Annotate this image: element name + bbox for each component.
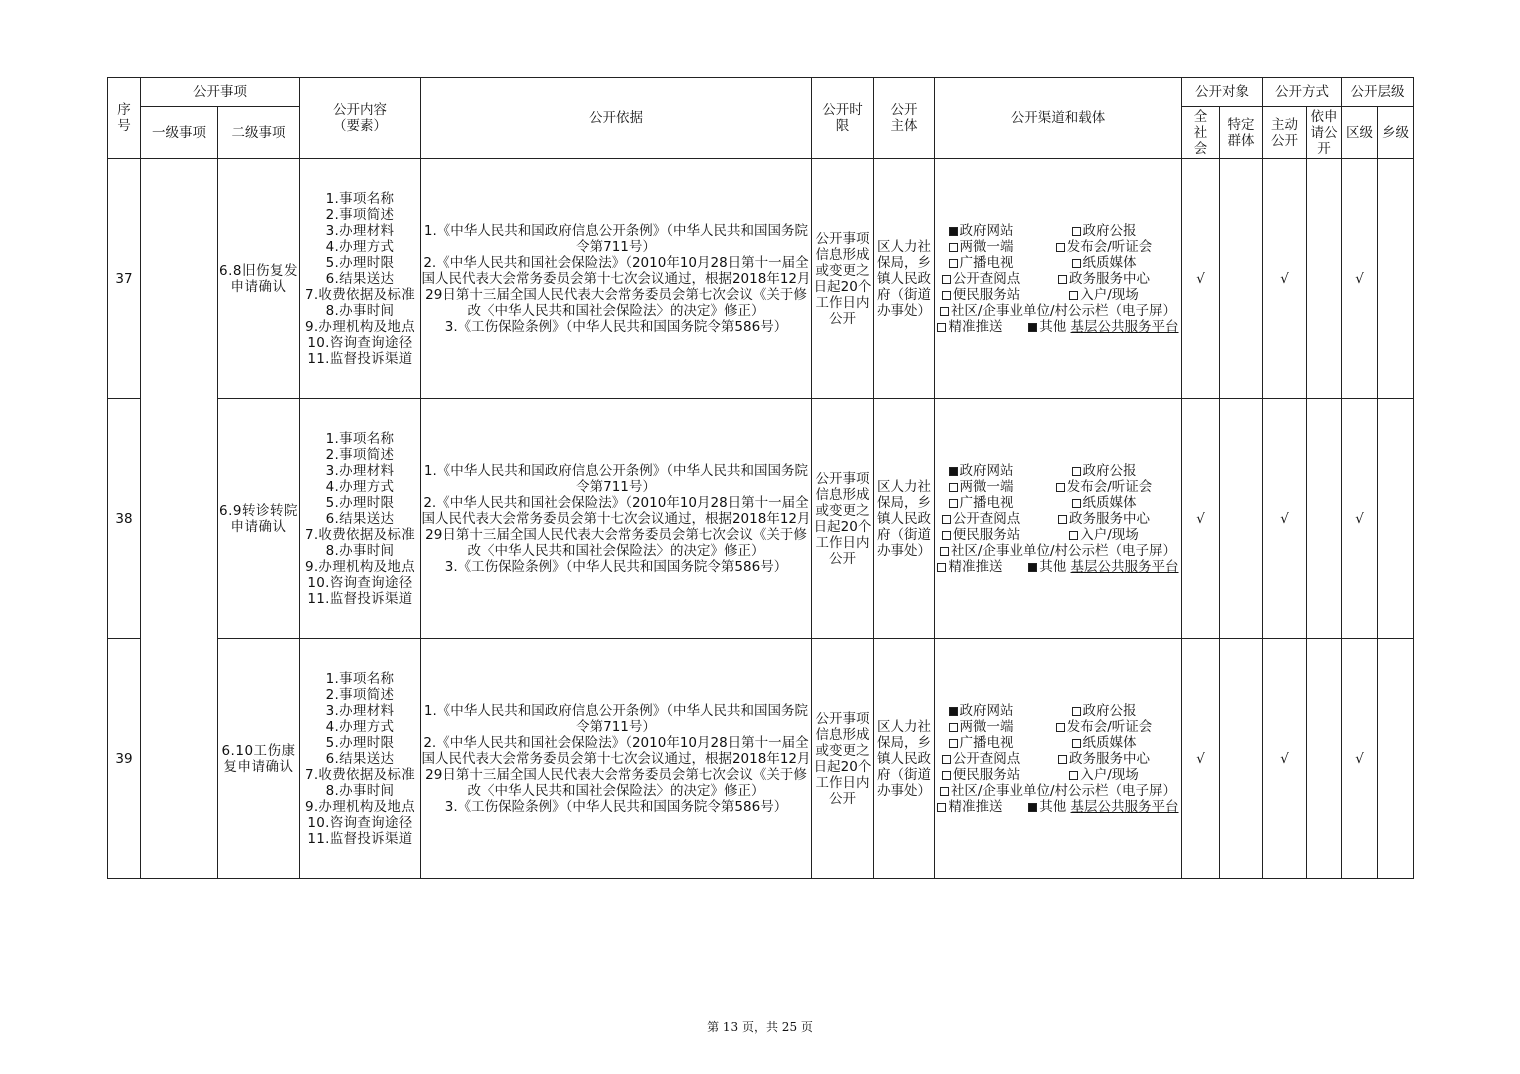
row-seq: 39 — [108, 639, 141, 879]
channel-gov-website: 政府网站 — [935, 223, 1027, 239]
channel-convenience-station: 便民服务站 — [935, 527, 1027, 543]
channel-gov-website: 政府网站 — [935, 463, 1027, 479]
row-legal-basis: 1.《中华人民共和国政府信息公开条例》（中华人民共和国国务院令第711号） 2.《中华人民共和国社会保险法》（2010年10月28日第十一届全国人民代表大会常务委员会第十七次会议通过，根据2018年12月29日第十三届全国人民代表大会常务委员会第七次会议《关于修改〈中华人民共和国社会保险法〉的决定》修正） 3.《工伤保险条例》（中华人民共和国国务院令第586号） — [421, 399, 812, 639]
channel-two-micro: 两微一端 — [935, 239, 1027, 255]
row-time-limit: 公开事项信息形成或变更之日起20个工作日内公开 — [812, 159, 874, 399]
row-level2-item: 6.8旧伤复发申请确认 — [218, 159, 300, 399]
row-content-elements: 1.事项名称 2.事项简述 3.办理材料 4.办理方式 5.办理时限 6.结果送达 7.收费依据及标准 8.办事时间 9.办理机构及地点 10.咨询查询途径 11.监督投诉渠道 — [300, 399, 421, 639]
channel-radio-tv: 广播电视 — [935, 255, 1027, 271]
row-level-town-check — [1378, 639, 1414, 879]
row-channels — [935, 399, 1182, 639]
checkbox-checked-icon — [1028, 803, 1037, 812]
checkbox-empty-icon — [1056, 723, 1065, 732]
header-seq: 序号 — [108, 78, 141, 159]
header-level: 公开层级 — [1342, 78, 1414, 107]
channel-gov-gazette: 政府公报 — [1027, 703, 1181, 719]
row-legal-basis: 1.《中华人民共和国政府信息公开条例》（中华人民共和国国务院令第711号） 2.《中华人民共和国社会保险法》（2010年10月28日第十一届全国人民代表大会常务委员会第十七次会议通过，根据2018年12月29日第十三届全国人民代表大会常务委员会第七次会议《关于修改〈中华人民共和国社会保险法〉的决定》修正） 3.《工伤保险条例》（中华人民共和国国务院令第586号） — [421, 159, 812, 399]
table-row — [108, 639, 1414, 879]
checkbox-empty-icon — [940, 307, 949, 316]
channel-precise-push-and-other: 精准推送 其他 基层公共服务平台 — [935, 559, 1181, 575]
checkbox-empty-icon — [1072, 499, 1081, 508]
row-method-request-check — [1307, 399, 1342, 639]
channel-bulletin-board: 社区/企事业单位/村公示栏（电子屏） — [935, 783, 1181, 799]
checkbox-empty-icon — [942, 771, 951, 780]
channel-radio-tv: 广播电视 — [935, 735, 1027, 751]
channel-convenience-station: 便民服务站 — [935, 767, 1027, 783]
channel-gov-gazette: 政府公报 — [1027, 463, 1181, 479]
checkbox-empty-icon — [1058, 755, 1067, 764]
row-method-active-check: √ — [1263, 399, 1307, 639]
channel-press-conference: 发布会/听证会 — [1027, 239, 1181, 255]
channel-service-center: 政务服务中心 — [1027, 511, 1181, 527]
row-channels — [935, 159, 1182, 399]
checkbox-empty-icon — [949, 243, 958, 252]
checkbox-empty-icon — [1072, 739, 1081, 748]
checkbox-empty-icon — [942, 515, 951, 524]
channel-reading-point: 公开查阅点 — [935, 271, 1027, 287]
channel-service-center: 政务服务中心 — [1027, 751, 1181, 767]
row-level2-item: 6.10工伤康复申请确认 — [218, 639, 300, 879]
header-basis: 公开依据 — [421, 78, 812, 159]
channel-precise-push-and-other: 精准推送 其他 基层公共服务平台 — [935, 319, 1181, 335]
header-method: 公开方式 — [1263, 78, 1342, 107]
row-time-limit: 公开事项信息形成或变更之日起20个工作日内公开 — [812, 639, 874, 879]
row-level-town-check — [1378, 159, 1414, 399]
header-target-specific: 特定群体 — [1220, 107, 1263, 159]
channel-press-conference: 发布会/听证会 — [1027, 479, 1181, 495]
row-time-limit: 公开事项信息形成或变更之日起20个工作日内公开 — [812, 399, 874, 639]
checkbox-checked-icon — [949, 707, 958, 716]
header-public-item: 公开事项 — [141, 78, 300, 107]
channel-service-center: 政务服务中心 — [1027, 271, 1181, 287]
checkbox-empty-icon — [940, 547, 949, 556]
checkbox-checked-icon — [949, 467, 958, 476]
channel-print-media: 纸质媒体 — [1027, 255, 1181, 271]
table-body — [108, 159, 1414, 879]
checkbox-empty-icon — [1056, 483, 1065, 492]
channel-other-value: 基层公共服务平台 — [1070, 798, 1179, 815]
checkbox-empty-icon — [1072, 227, 1081, 236]
row-subject: 区人力社保局，乡镇人民政府（街道办事处） — [874, 159, 935, 399]
row-level1-cell — [141, 159, 218, 879]
row-subject: 区人力社保局，乡镇人民政府（街道办事处） — [874, 399, 935, 639]
row-content-elements: 1.事项名称 2.事项简述 3.办理材料 4.办理方式 5.办理时限 6.结果送达 7.收费依据及标准 8.办事时间 9.办理机构及地点 10.咨询查询途径 11.监督投诉渠道 — [300, 639, 421, 879]
channel-reading-point: 公开查阅点 — [935, 751, 1027, 767]
header-level1: 一级事项 — [141, 107, 218, 159]
channel-convenience-station: 便民服务站 — [935, 287, 1027, 303]
checkbox-empty-icon — [949, 723, 958, 732]
channel-reading-point: 公开查阅点 — [935, 511, 1027, 527]
channel-gov-gazette: 政府公报 — [1027, 223, 1181, 239]
channel-door-to-door: 入户/现场 — [1027, 287, 1181, 303]
row-subject: 区人力社保局，乡镇人民政府（街道办事处） — [874, 639, 935, 879]
row-level-district-check: √ — [1342, 399, 1378, 639]
row-level-district-check: √ — [1342, 159, 1378, 399]
channel-radio-tv: 广播电视 — [935, 495, 1027, 511]
channel-two-micro: 两微一端 — [935, 719, 1027, 735]
header-level2: 二级事项 — [218, 107, 300, 159]
row-legal-basis: 1.《中华人民共和国政府信息公开条例》（中华人民共和国国务院令第711号） 2.《中华人民共和国社会保险法》（2010年10月28日第十一届全国人民代表大会常务委员会第十七次会议通过，根据2018年12月29日第十三届全国人民代表大会常务委员会第七次会议《关于修改〈中华人民共和国社会保险法〉的决定》修正） 3.《工伤保险条例》（中华人民共和国国务院令第586号） — [421, 639, 812, 879]
checkbox-empty-icon — [942, 531, 951, 540]
header-channels: 公开渠道和载体 — [935, 78, 1182, 159]
channel-bulletin-board: 社区/企事业单位/村公示栏（电子屏） — [935, 543, 1181, 559]
header-content: 公开内容 （要素） — [300, 78, 421, 159]
channel-bulletin-board: 社区/企事业单位/村公示栏（电子屏） — [935, 303, 1181, 319]
checkbox-empty-icon — [1069, 291, 1078, 300]
channel-press-conference: 发布会/听证会 — [1027, 719, 1181, 735]
row-level-district-check: √ — [1342, 639, 1378, 879]
header-method-active: 主动公开 — [1263, 107, 1307, 159]
row-target-all-check: √ — [1182, 159, 1220, 399]
checkbox-checked-icon — [1028, 563, 1037, 572]
checkbox-empty-icon — [940, 787, 949, 796]
checkbox-empty-icon — [1072, 467, 1081, 476]
row-target-all-check: √ — [1182, 399, 1220, 639]
checkbox-empty-icon — [937, 563, 946, 572]
row-level2-item: 6.9转诊转院申请确认 — [218, 399, 300, 639]
checkbox-empty-icon — [1069, 771, 1078, 780]
checkbox-empty-icon — [942, 291, 951, 300]
row-method-request-check — [1307, 159, 1342, 399]
row-target-specific-check — [1220, 639, 1263, 879]
header-level-town: 乡级 — [1378, 107, 1414, 159]
row-target-specific-check — [1220, 399, 1263, 639]
checkbox-empty-icon — [949, 739, 958, 748]
header-level-district: 区级 — [1342, 107, 1378, 159]
channel-door-to-door: 入户/现场 — [1027, 527, 1181, 543]
row-level-town-check — [1378, 399, 1414, 639]
row-content-elements: 1.事项名称 2.事项简述 3.办理材料 4.办理方式 5.办理时限 6.结果送达 7.收费依据及标准 8.办事时间 9.办理机构及地点 10.咨询查询途径 11.监督投诉渠道 — [300, 159, 421, 399]
channel-print-media: 纸质媒体 — [1027, 735, 1181, 751]
checkbox-empty-icon — [942, 275, 951, 284]
header-method-request: 依申请公开 — [1307, 107, 1342, 159]
channel-print-media: 纸质媒体 — [1027, 495, 1181, 511]
checkbox-empty-icon — [1072, 707, 1081, 716]
checkbox-empty-icon — [937, 323, 946, 332]
checkbox-empty-icon — [1058, 515, 1067, 524]
channel-precise-push-and-other: 精准推送 其他 基层公共服务平台 — [935, 799, 1181, 815]
checkbox-empty-icon — [937, 803, 946, 812]
checkbox-checked-icon — [1028, 323, 1037, 332]
disclosure-table — [107, 77, 1414, 879]
channel-other-value: 基层公共服务平台 — [1070, 318, 1179, 335]
row-target-specific-check — [1220, 159, 1263, 399]
checkbox-empty-icon — [1069, 531, 1078, 540]
row-method-active-check: √ — [1263, 639, 1307, 879]
header-target-all: 全社会 — [1182, 107, 1220, 159]
checkbox-empty-icon — [1058, 275, 1067, 284]
row-channels — [935, 639, 1182, 879]
page-footer: 第 13 页，共 25 页 — [707, 1020, 813, 1034]
checkbox-empty-icon — [949, 499, 958, 508]
checkbox-checked-icon — [949, 227, 958, 236]
row-method-request-check — [1307, 639, 1342, 879]
checkbox-empty-icon — [949, 259, 958, 268]
table-row — [108, 399, 1414, 639]
row-method-active-check: √ — [1263, 159, 1307, 399]
header-subject: 公开主体 — [874, 78, 935, 159]
row-seq: 38 — [108, 399, 141, 639]
checkbox-empty-icon — [942, 755, 951, 764]
channel-two-micro: 两微一端 — [935, 479, 1027, 495]
header-target: 公开对象 — [1182, 78, 1263, 107]
row-target-all-check: √ — [1182, 639, 1220, 879]
row-seq: 37 — [108, 159, 141, 399]
header-period: 公开时限 — [812, 78, 874, 159]
table-row — [108, 159, 1414, 399]
checkbox-empty-icon — [1072, 259, 1081, 268]
channel-gov-website: 政府网站 — [935, 703, 1027, 719]
channel-door-to-door: 入户/现场 — [1027, 767, 1181, 783]
checkbox-empty-icon — [1056, 243, 1065, 252]
checkbox-empty-icon — [949, 483, 958, 492]
channel-other-value: 基层公共服务平台 — [1070, 558, 1179, 575]
